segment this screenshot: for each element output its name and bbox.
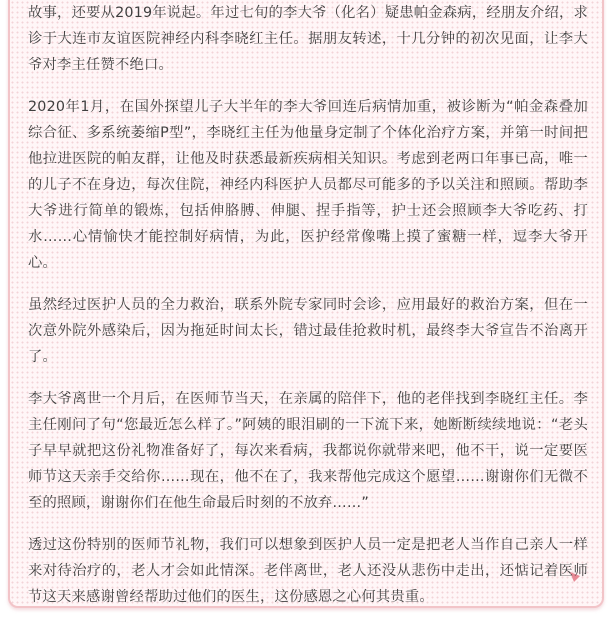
paragraph-5: 透过这份特别的医师节礼物，我们可以想象到医护人员一定是把老人当作自己亲人一样来对待治疗的，老人才会如此情深。老伴离世，老人还没从悲伤中走出，还惦记着医师节这天来感谢曾经帮助过他们的医生，这份感恩之心何其贵重。 xyxy=(28,537,588,605)
paragraph-3: 虽然经过医护人员的全力救治，联系外院专家同时会诊，应用最好的救治方案，但在一次意外院外感染后，因为拖延时间太长，错过最佳抢救时机，最终李大爷宣告不治离开了。 xyxy=(28,297,588,365)
paragraph-1: 故事，还要从2019年说起。年过七旬的李大爷（化名）疑患帕金森病，经朋友介绍，求诊于大连市友谊医院神经内科李晓红主任。据朋友转述，十几分钟的初次见面，让李大爷对李主任赞不绝口。 xyxy=(28,5,588,73)
paragraph-2: 2020年1月，在国外探望儿子大半年的李大爷回连后病情加重，被诊断为“帕金森叠加综合征、多系统萎缩P型”，李晓红主任为他量身定制了个体化治疗方案，并第一时间把他拉进医院的帕友群，让他及时获悉最新疾病相关知识。考虑到老两口年事已高，唯一的儿子不在身边，每次住院，神经内科医护人员都尽可能多的予以关注和照顾。帮助李大爷进行简单的锻炼，包括伸胳膊、伸腿、捏手指等，护士还会照顾李大爷吃药、打水……心情愉快才能控制好病情，为此，医护经常像嘴上摸了蜜糖一样，逗李大爷开心。 xyxy=(28,99,588,271)
article-body xyxy=(28,0,588,620)
paragraph-4: 李大爷离世一个月后，在医师节当天，在亲属的陪伴下，他的老伴找到李晓红主任。李主任刚问了句“您最近怎么样了。”阿姨的眼泪刷的一下流下来，她断断续续地说：“老头子早早就把这份礼物准备好了，每次来看病，我都说你就带来吧，他不干，说一定要医师节这天亲手交给你……现在，他不在了，我来帮他完成这个愿望……谢谢你们无微不至的照顾，谢谢你们在他生命最后时刻的不放弃……” xyxy=(28,391,588,511)
